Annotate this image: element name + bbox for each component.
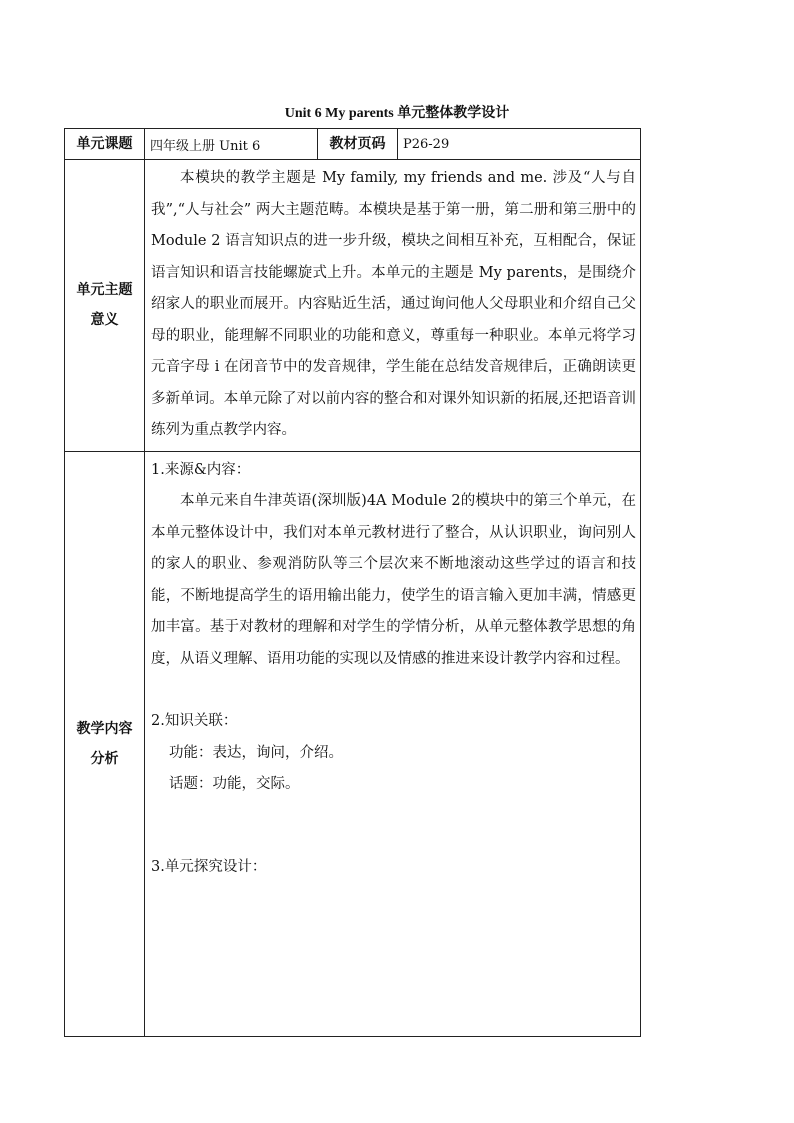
topic-line: 话题：功能，交际。	[169, 776, 300, 792]
topic-value: 四年级上册 Unit 6	[145, 129, 318, 160]
analysis-label-line1: 教学内容	[76, 720, 133, 737]
source-text: 本单元来自牛津英语(深圳版)4A Module 2的模块中的第三个单元，在本单元整体设计中，我们对本单元教材进行了整合，从认识职业，询问别人的家人的职业、参观消防队等三个层次来不断地滚动这些学过的语言和技能，不断地提高学生的语用输出能力，使学生的语言输入更加丰满，情感更加丰富。基于对教材的理解和对学生的学情分析，从单元整体教学思想的角度，从语义理解、语用功能的实现以及情感的推进来设计教学内容和过程。	[151, 493, 636, 667]
function-line: 功能：表达，询问，介绍。	[169, 744, 343, 761]
document-title: Unit 6 My parents 单元整体教学设计	[284, 106, 510, 121]
significance-text: 本模块的教学主题是 My family, my friends and me. 涉及“人与自我”,“人与社会” 两大主题范畴。本模块是基于第一册，第二册和第三册中的 Module 2 语言知识点的进一步升级，模块之间相互补充，互相配合，保证语言知识和语言技能螺旋式上升。本单元的主题是 My parents，是围绕介绍家人的职业而展开。内容贴近生活，通过询问他人父母职业和介绍自己父母的职业，能理解不同职业的功能和意义，尊重每一种职业。本单元将学习元音字母 i 在闭音节中的发音规律，学生能在总结发音规律后，正确朗读更多新单词。本单元除了对以前内容的整合和对课外知识新的拓展,还把语音训练列为重点教学内容。	[151, 170, 636, 438]
significance-label-line1: 单元主题	[76, 282, 133, 299]
significance-label-line2: 意义	[90, 312, 119, 329]
topic-label: 单元课题	[65, 129, 145, 160]
header-row	[65, 129, 641, 160]
analysis-cell	[145, 451, 641, 1036]
knowledge-heading: 2.知识关联：	[151, 713, 238, 729]
analysis-label-line2: 分析	[90, 750, 119, 767]
significance-row	[65, 160, 641, 452]
pages-label: 教材页码	[318, 129, 398, 160]
pages-value: P26-29	[398, 129, 641, 160]
analysis-label	[65, 451, 145, 1036]
inquiry-heading: 3.单元探究设计：	[151, 858, 267, 875]
significance-cell	[145, 160, 641, 452]
analysis-row	[65, 451, 641, 1036]
unit-design-table	[64, 128, 641, 1037]
source-heading: 1.来源&内容：	[151, 461, 251, 478]
significance-label	[65, 160, 145, 452]
